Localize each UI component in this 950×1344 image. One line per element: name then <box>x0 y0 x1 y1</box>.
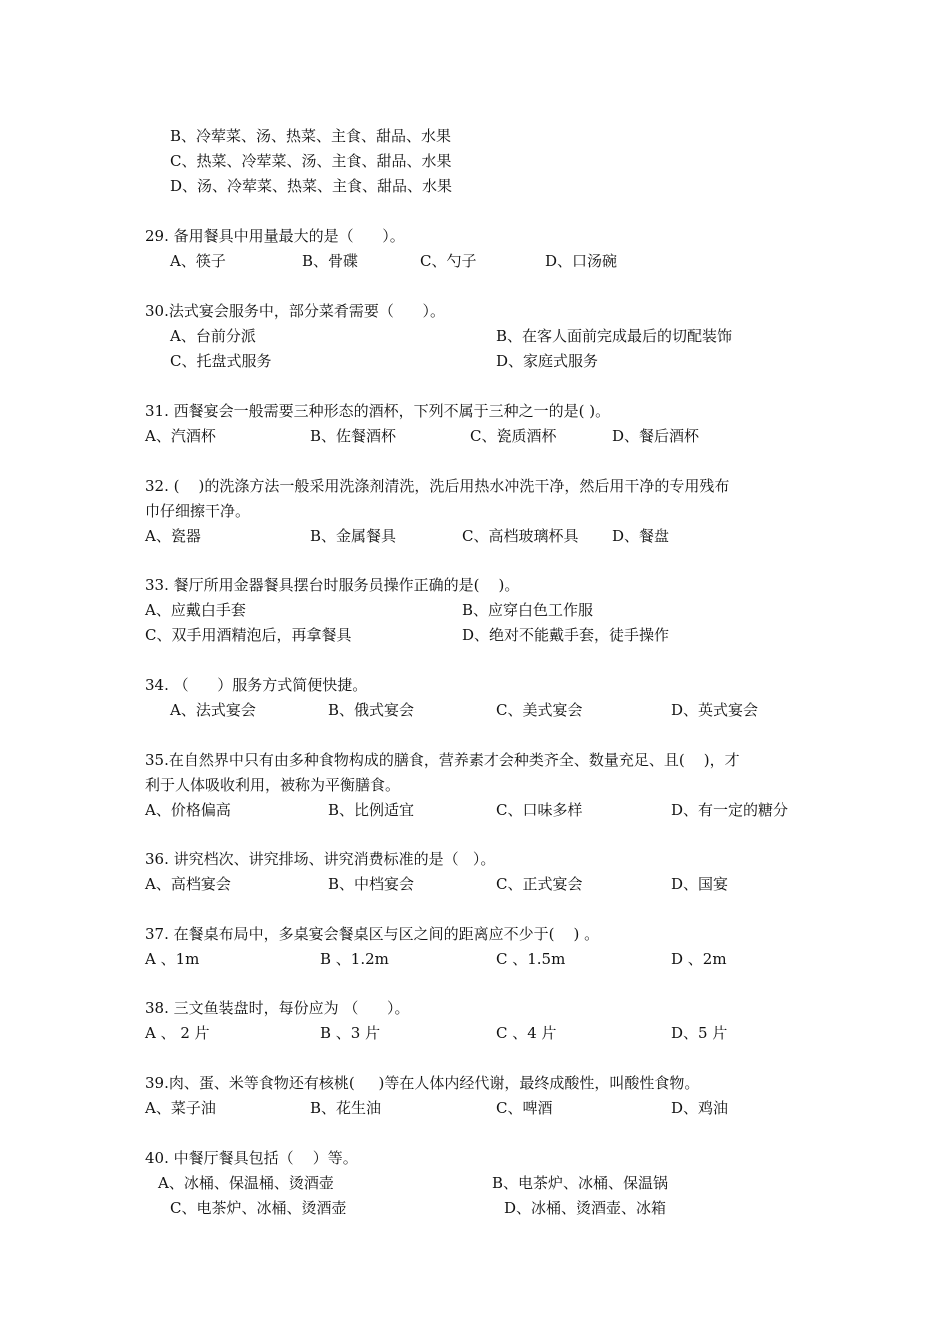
question-38-option-d: D、5 片 <box>671 1024 728 1042</box>
question-37-option-d: D 、2m <box>671 950 727 968</box>
question-39-option-c: C、啤酒 <box>496 1099 553 1117</box>
question-37-option-b: B 、1.2m <box>320 950 389 968</box>
question-38-option-c: C 、4 片 <box>496 1024 557 1042</box>
question-29-stem: 29. 备用餐具中用量最大的是（ ）。 <box>145 227 405 245</box>
question-35-option-a: A、价格偏高 <box>145 801 231 819</box>
question-35-stem-line-2: 利于人体吸收利用，被称为平衡膳食。 <box>145 776 401 794</box>
question-30-option-c: C、托盘式服务 <box>170 352 272 370</box>
question-32-stem-line-2: 巾仔细擦干净。 <box>145 502 251 520</box>
question-34-option-d: D、英式宴会 <box>671 701 759 719</box>
question-36-stem: 36. 讲究档次、讲究排场、讲究消费标准的是（ ）。 <box>145 850 496 868</box>
question-30-option-b: B、在客人面前完成最后的切配装饰 <box>496 327 733 345</box>
question-36-option-b: B、中档宴会 <box>328 875 415 893</box>
question-37-stem: 37. 在餐桌布局中，多桌宴会餐桌区与区之间的距离应不少于( ) 。 <box>145 925 600 943</box>
question-29-option-a: A、筷子 <box>170 252 226 270</box>
option-d: D、汤、冷荤菜、热菜、主食、甜品、水果 <box>170 177 453 195</box>
question-39-option-b: B、花生油 <box>310 1099 382 1117</box>
question-39-option-d: D、鸡油 <box>671 1099 729 1117</box>
question-38-option-b: B 、3 片 <box>320 1024 381 1042</box>
question-35-option-c: C、口味多样 <box>496 801 583 819</box>
question-39-stem: 39.肉、蛋、米等食物还有核桃( )等在人体内经代谢，最终成酸性，叫酸性食物。 <box>145 1074 700 1092</box>
question-29-option-b: B、骨碟 <box>302 252 359 270</box>
question-31-option-a: A、汽酒杯 <box>145 427 216 445</box>
question-29-option-c: C、勺子 <box>420 252 477 270</box>
question-40-option-c: C、电茶炉、冰桶、烫酒壶 <box>170 1199 347 1217</box>
question-40-stem: 40. 中餐厅餐具包括（ ）等。 <box>145 1149 358 1167</box>
question-33-stem: 33. 餐厅所用金器餐具摆台时服务员操作正确的是( )。 <box>145 576 520 594</box>
question-31-option-c: C、瓷质酒杯 <box>470 427 557 445</box>
question-37-option-c: C 、1.5m <box>496 950 566 968</box>
question-32-option-a: A、瓷器 <box>145 527 201 545</box>
question-37-option-a: A 、1m <box>145 950 200 968</box>
question-35-stem-line-1: 35.在自然界中只有由多种食物构成的膳食，营养素才会种类齐全、数量充足、且( )，才 <box>145 751 740 769</box>
question-34-option-c: C、美式宴会 <box>496 701 583 719</box>
question-34-option-a: A、法式宴会 <box>170 701 256 719</box>
question-33-option-b: B、应穿白色工作服 <box>462 601 594 619</box>
question-40-option-a: A、冰桶、保温桶、烫酒壶 <box>158 1174 334 1192</box>
question-29-option-d: D、口汤碗 <box>545 252 618 270</box>
question-32-option-d: D、餐盘 <box>612 527 670 545</box>
question-40-option-d: D、冰桶、烫酒壶、冰箱 <box>504 1199 667 1217</box>
question-30-stem: 30.法式宴会服务中，部分菜肴需要（ ）。 <box>145 302 445 320</box>
question-31-option-b: B、佐餐酒杯 <box>310 427 397 445</box>
question-36-option-a: A、高档宴会 <box>145 875 231 893</box>
question-38-stem: 38. 三文鱼装盘时，每份应为 （ ）。 <box>145 999 410 1017</box>
question-34-option-b: B、俄式宴会 <box>328 701 415 719</box>
question-30-option-d: D、家庭式服务 <box>496 352 599 370</box>
option-c: C、热菜、冷荤菜、汤、主食、甜品、水果 <box>170 152 452 170</box>
question-32-option-c: C、高档玻璃杯具 <box>462 527 579 545</box>
question-33-option-c: C、双手用酒精泡后，再拿餐具 <box>145 626 352 644</box>
option-b: B、冷荤菜、汤、热菜、主食、甜品、水果 <box>170 127 452 145</box>
question-36-option-d: D、国宴 <box>671 875 729 893</box>
question-38-option-a: A 、 2 片 <box>145 1024 210 1042</box>
question-33-option-d: D、绝对不能戴手套，徒手操作 <box>462 626 670 644</box>
question-35-option-b: B、比例适宜 <box>328 801 415 819</box>
question-35-option-d: D、有一定的糖分 <box>671 801 789 819</box>
question-31-stem: 31. 西餐宴会一般需要三种形态的酒杯，下列不属于三种之一的是( )。 <box>145 402 611 420</box>
question-31-option-d: D、餐后酒杯 <box>612 427 700 445</box>
question-32-stem-line-1: 32. ( )的洗涤方法一般采用洗涤剂清洗，洗后用热水冲洗干净，然后用干净的专用残布 <box>145 477 730 495</box>
question-30-option-a: A、台前分派 <box>170 327 256 345</box>
question-40-option-b: B、电茶炉、冰桶、保温锅 <box>492 1174 669 1192</box>
question-32-option-b: B、金属餐具 <box>310 527 397 545</box>
question-36-option-c: C、正式宴会 <box>496 875 583 893</box>
question-34-stem: 34. （ ）服务方式简便快捷。 <box>145 676 368 694</box>
question-39-option-a: A、菜子油 <box>145 1099 216 1117</box>
question-33-option-a: A、应戴白手套 <box>145 601 246 619</box>
